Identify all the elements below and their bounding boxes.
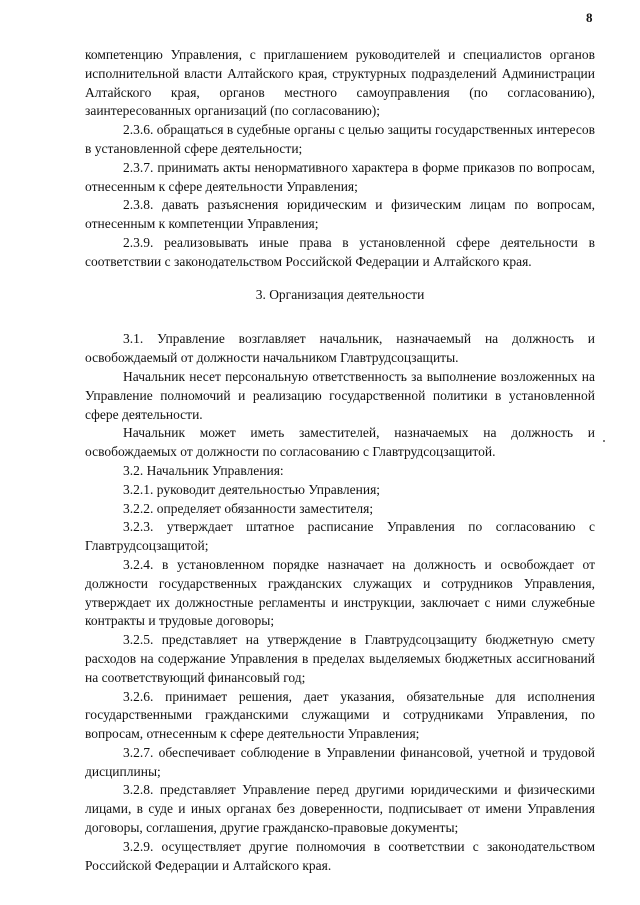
scan-speck [603, 440, 605, 442]
paragraph-deputies: Начальник может иметь заместителей, назначаемых на должность и освобождаемых от должности по согласованию с Главтрудсоцзащитой. [85, 425, 595, 460]
paragraph-3-1: 3.1. Управление возглавляет начальник, назначаемый на должность и освобождаемый от должности начальником Главтрудсоцзащиты. [85, 331, 595, 366]
paragraph-3-2-6: 3.2.6. принимает решения, дает указания, обязательные для исполнения государственными гражданскими служащими и сотрудниками Управления, по вопросам, отнесенным к сфере деятельности Управления; [85, 688, 595, 742]
paragraph-3-2-7: 3.2.7. обеспечивает соблюдение в Управлении финансовой, учетной и трудовой дисциплины; [85, 744, 595, 779]
paragraph-2-3-8: 2.3.8. давать разъяснения юридическим и физическим лицам по вопросам, отнесенным к компетенции Управления; [85, 197, 595, 232]
paragraph-3-2-5: 3.2.5. представляет на утверждение в Главтрудсоцзащиту бюджетную смету расходов на содержание Управления в пределах выделяемых бюджетных ассигнований на соответствующий финансовый год; [85, 632, 595, 685]
paragraph-3-2-4: 3.2.4. в установленном порядке назначает на должность и освобождает от должности государственных гражданских служащих и сотрудников Управления, утверждает их должностные регламенты и инструкции, заключает с ними служебные контракты и трудовые договоры; [85, 556, 595, 629]
page-number: 8 [586, 10, 593, 25]
paragraph-2-3-9: 2.3.9. реализовывать иные права в установленной сфере деятельности в соответствии с законодательством Российской Федерации и Алтайского края. [85, 234, 595, 269]
paragraph-3-2-1: 3.2.1. руководит деятельностью Управления; [123, 481, 381, 497]
paragraph-2-3-7: 2.3.7. принимать акты ненормативного характера в форме приказов по вопросам, отнесенным к сфере деятельности Управления; [85, 159, 595, 194]
paragraph-continuation: компетенцию Управления, с приглашением руководителей и специалистов органов исполнительной власти Алтайского края, структурных подразделений Администрации Алтайского края, органов местного самоуправления (по согласованию), заинтересованных организаций (по согласованию); [85, 47, 595, 119]
paragraph-3-2: 3.2. Начальник Управления: [123, 462, 284, 478]
paragraph-2-3-6: 2.3.6. обращаться в судебные органы с целью защиты государственных интересов в установленной сфере деятельности; [85, 122, 595, 156]
paragraph-3-2-9: 3.2.9. осуществляет другие полномочия в соответствии с законодательством Российской Федерации и Алтайского края. [85, 838, 595, 873]
paragraph-3-2-8: 3.2.8. представляет Управление перед другими юридическими и физическими лицами, в суде и иных органах без доверенности, подписывает от имени Управления договоры, соглашения, другие гражданско-правовые документы; [85, 782, 595, 836]
paragraph-head-responsibility: Начальник несет персональную ответственность за выполнение возложенных на Управление полномочий и реализацию государственной политики в установленной сфере деятельности. [85, 368, 595, 422]
document-body [85, 46, 595, 875]
paragraph-3-2-3: 3.2.3. утверждает штатное расписание Управления по согласованию с Главтрудсоцзащитой; [85, 519, 595, 554]
paragraph-3-2-2: 3.2.2. определяет обязанности заместителя; [123, 500, 374, 516]
section-heading: 3. Организация деятельности [255, 286, 425, 302]
